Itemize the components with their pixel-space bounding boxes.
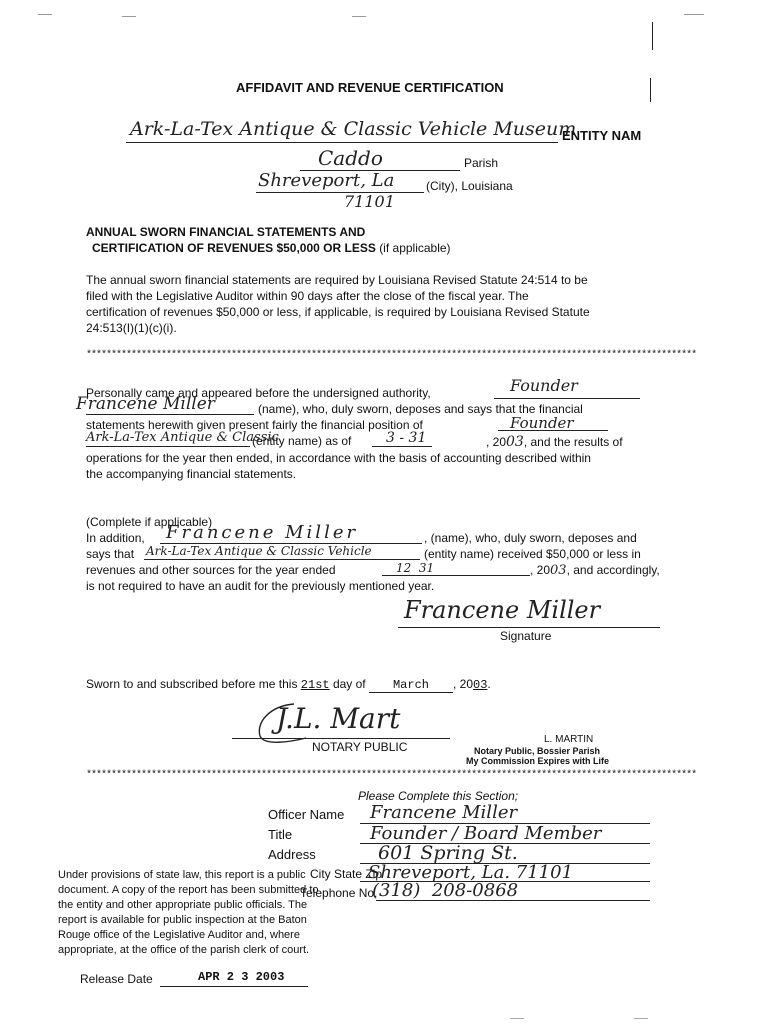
cert-yearend-handwriting: 12 31 (396, 561, 435, 575)
affidavit-line6: the accompanying financial statements. (86, 467, 297, 481)
affidavit-entity-handwriting: Ark-La-Tex Antique & Classic (86, 430, 279, 445)
scan-edge (650, 78, 651, 102)
notary-stamp-line3: My Commission Expires with Life (466, 756, 610, 766)
notice-line: document. A copy of the report has been submitted to (58, 884, 319, 896)
cert-line5: is not required to have an audit for the previously mentioned year. (86, 579, 435, 593)
notary-stamp-name: L. MARTIN (544, 734, 594, 745)
intro-line: filed with the Legislative Auditor within 90 days after the close of the fiscal year. The (86, 289, 529, 303)
officer-city-label: City State Zip (310, 867, 383, 881)
section-title-bold: CERTIFICATION OF REVENUES $50,000 OR LESS (92, 241, 376, 255)
scan-mark (510, 1018, 524, 1019)
sworn-year: 03 (473, 678, 488, 692)
scan-mark (122, 16, 136, 17)
affidavit-line4 (252, 434, 351, 448)
notice-line: Under provisions of state law, this report is a public (58, 869, 306, 881)
officer-phone-label: Telephone No. (300, 886, 378, 900)
signature-label: Signature (500, 629, 552, 643)
star-divider: ************************************************************************************************************************** (86, 350, 697, 361)
scan-mark (684, 14, 704, 15)
officer-name-handwriting: Francene Miller (370, 802, 518, 823)
officer-city-handwriting: Shreveport, La. 71101 (368, 862, 574, 883)
notice-line: appropriate, at the office of the parish clerk of court. (58, 944, 310, 956)
section-title-line2 (92, 241, 451, 255)
affidavit-year (486, 434, 623, 450)
cert-line2-text1: In addition, (86, 531, 145, 545)
affidavit-name-handwriting: Francene Miller (76, 394, 215, 414)
parish-label: Parish (464, 156, 499, 170)
signature-handwriting: Francene Miller (404, 596, 601, 624)
affidavit-year-handwriting: 03 (506, 434, 524, 450)
scan-mark (352, 16, 366, 17)
zip-handwriting: 71101 (344, 192, 395, 211)
intro-line: certification of revenues $50,000 or less, if applicable, is required by Louisiana Revised Statute (86, 305, 590, 319)
officer-phone-handwriting: (318) 208-0868 (372, 880, 519, 901)
cert-line1: (Complete if applicable) (86, 515, 213, 529)
entity-name-line (126, 142, 558, 143)
release-date-value: APR 2 3 2003 (198, 970, 285, 984)
scan-mark (634, 1018, 648, 1019)
please-complete: Please Complete this Section; (358, 789, 519, 803)
cert-year-prefix: , 20 (530, 563, 551, 577)
cert-name-handwriting: Francene Miller (166, 522, 359, 543)
sworn-text1: Sworn to and subscribed before me this (86, 677, 298, 691)
notary-label: NOTARY PUBLIC (312, 740, 408, 754)
sworn-day: 21st (300, 678, 330, 692)
officer-address-handwriting: 601 Spring St. (378, 842, 518, 864)
sworn-text3: , 20 (453, 677, 474, 691)
affidavit-line4-text: (entity name) as of (252, 434, 352, 448)
affidavit-name-line2 (86, 414, 254, 415)
sworn-text4: . (487, 677, 491, 691)
section-title-line1: ANNUAL SWORN FINANCIAL STATEMENTS AND (86, 225, 366, 239)
sworn-line (86, 677, 491, 693)
release-date-line (160, 986, 308, 987)
sworn-text2: day of (332, 677, 366, 691)
notice-line: the entity and other appropriate public officials. The (58, 899, 308, 911)
affidavit-entity-line (86, 446, 250, 447)
cert-yearend-line (382, 575, 530, 576)
affidavit-line3: statements herewith given present fairly the financial position of (86, 418, 423, 432)
affidavit-line2-text: (name), who, duly sworn, deposes and says that the financial (258, 402, 583, 416)
cert-line3-text2: (entity name) received $50,000 or less in (424, 547, 641, 561)
sworn-month: March (369, 678, 453, 693)
affidavit-name-line (494, 398, 640, 399)
city-line (256, 192, 424, 193)
officer-title-label: Title (268, 827, 293, 842)
cert-entity-handwriting: Ark-La-Tex Antique & Classic Vehicle (146, 544, 372, 558)
officer-address-label: Address (268, 847, 316, 862)
affidavit-date-handwriting: 3 - 31 (386, 430, 427, 446)
officer-title-handwriting: Founder / Board Member (370, 823, 602, 844)
cert-line4-text1: revenues and other sources for the year ended (86, 563, 336, 577)
city-label: (City), Louisiana (426, 179, 513, 193)
notary-stamp-line2: Notary Public, Bossier Parish (474, 746, 601, 756)
cert-year (530, 563, 660, 578)
entity-name-handwriting: Ark-La-Tex Antique & Classic Vehicle Museum (130, 118, 577, 140)
intro-line: The annual sworn financial statements are required by Louisiana Revised Statute 24:514 to be (86, 273, 588, 287)
notary-signature-handwriting: J.L. Mart (276, 702, 401, 735)
intro-line: 24:513(I)(1)(c)(i). (86, 321, 177, 335)
officer-name-label: Officer Name (268, 807, 345, 822)
affidavit-year-prefix: , 20 (486, 435, 507, 449)
cert-line3-text1: says that (86, 547, 135, 561)
affidavit-line1: Personally came and appeared before the undersigned authority, (86, 386, 431, 400)
cert-line2-text2: , (name), who, duly sworn, deposes and (424, 531, 637, 545)
cert-line4-rest: , and accordingly, (566, 563, 660, 577)
parish-handwriting: Caddo (318, 146, 383, 170)
cert-entity-line (144, 559, 420, 560)
scan-edge (652, 22, 653, 50)
notice-line: Rouge office of the Legislative Auditor and, where (58, 929, 300, 941)
notice-line: report is available for public inspection at the Baton (58, 914, 307, 926)
page-title: AFFIDAVIT AND REVENUE CERTIFICATION (236, 80, 504, 95)
release-date-label: Release Date (80, 972, 153, 986)
signature-line (398, 627, 660, 628)
affidavit-position-handwriting: Founder (510, 414, 574, 432)
city-handwriting: Shreveport, La (258, 170, 395, 191)
section-title-rest: (if applicable) (379, 241, 451, 255)
affidavit-line5: operations for the year then ended, in accordance with the basis of accounting described within (86, 451, 591, 465)
star-divider-2: ************************************************************************************************************************** (86, 770, 697, 781)
scan-mark (38, 14, 52, 15)
affidavit-date-line (372, 446, 432, 447)
entity-name-label: ENTITY NAM (562, 128, 642, 143)
notary-signature-line (232, 738, 450, 739)
affidavit-line4-rest: , and the results of (523, 435, 623, 449)
affidavit-title-handwriting: Founder (510, 376, 578, 395)
cert-year-handwriting: 03 (550, 563, 567, 578)
